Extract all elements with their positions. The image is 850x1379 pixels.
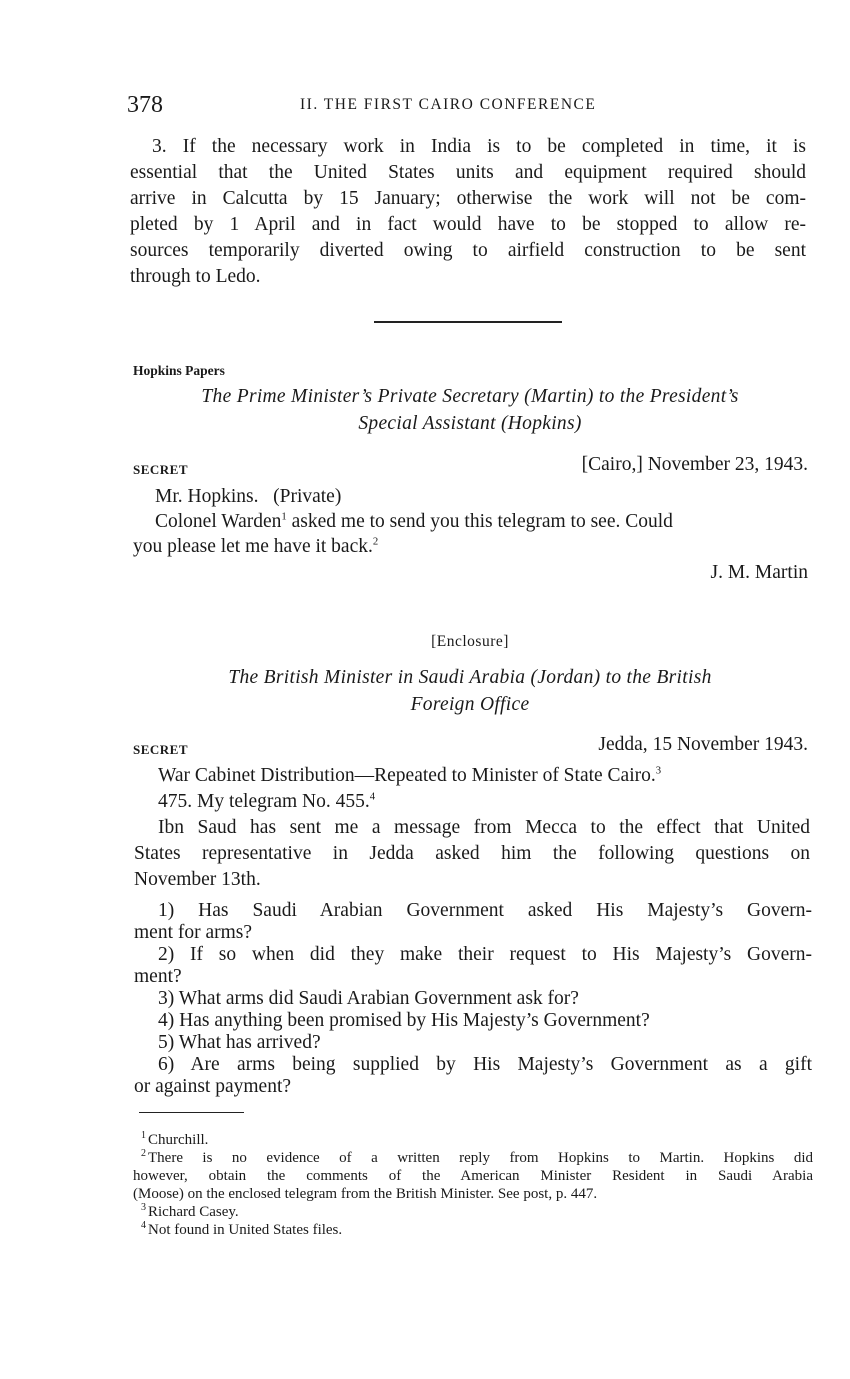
enclosure-label: [Enclosure] xyxy=(431,633,509,650)
footnote-ref: 1 xyxy=(281,510,287,523)
footnote-ref: 4 xyxy=(369,790,376,803)
dateline-place: [Cairo,] xyxy=(581,454,643,475)
dateline xyxy=(582,454,808,476)
footnote xyxy=(141,1221,813,1239)
signature: J. M. Martin xyxy=(710,562,808,583)
document-title-line: Foreign Office xyxy=(410,694,530,715)
footnote-continuation: however, obtain the comments of the American Minister Resident in Saudi Arabia xyxy=(133,1168,813,1184)
telegram-reference-text: 475. My telegram No. 455. xyxy=(158,791,370,812)
salutation xyxy=(155,486,341,508)
telegram-intro xyxy=(134,815,810,893)
question-line: 1) Has Saudi Arabian Government asked His Majesty’s Govern- xyxy=(158,900,812,921)
footnote-text: Richard Casey. xyxy=(148,1204,239,1220)
letter-text: you please let me have it back. xyxy=(133,536,373,557)
footnote-ref: 2 xyxy=(372,535,379,548)
distribution-line xyxy=(158,765,661,787)
letter-body-line xyxy=(133,536,378,558)
paragraph-line: sources temporarily diverted owing to airfield construction to be sent xyxy=(130,240,806,261)
opening-paragraph xyxy=(130,134,806,290)
source-label: Hopkins Papers xyxy=(133,363,225,378)
footnote-continuation: (Moose) on the enclosed telegram from the British Minister. See post, p. 447. xyxy=(133,1186,598,1202)
classification-label: SECRET xyxy=(133,462,189,477)
document-title xyxy=(130,664,810,718)
footnote xyxy=(141,1203,813,1221)
paragraph-line: pleted by 1 April and in fact would have to be stopped to allow re- xyxy=(130,214,806,235)
footnote xyxy=(141,1149,813,1167)
footnote xyxy=(141,1131,813,1149)
letter-body-line xyxy=(155,511,807,533)
footnote-mark: 1 xyxy=(141,1130,146,1141)
classification-label: SECRET xyxy=(133,742,189,757)
section-divider xyxy=(374,321,562,323)
question-line: 5) What has arrived? xyxy=(158,1032,321,1053)
salutation-name: Mr. Hopkins. xyxy=(155,486,259,507)
dateline-place: Jedda, xyxy=(598,734,648,755)
letter-text: asked me to send you this telegram to see. Could xyxy=(286,511,673,532)
question-line: or against payment? xyxy=(134,1076,292,1097)
paragraph-line: through to Ledo. xyxy=(130,266,261,287)
questions-list xyxy=(134,900,812,1098)
footnote-text: There is no evidence of a written reply from Hopkins to Martin. Hopkins did xyxy=(148,1150,813,1166)
document-title xyxy=(130,383,810,437)
letter-text: Colonel Warden xyxy=(155,511,282,532)
question-line: ment? xyxy=(134,966,182,987)
question-line: 2) If so when did they make their request to His Majesty’s Govern- xyxy=(158,944,812,965)
dateline-date: 15 November 1943. xyxy=(652,734,808,755)
question-line: 4) Has anything been promised by His Majesty’s Government? xyxy=(158,1010,650,1031)
footnote-mark: 3 xyxy=(141,1202,146,1213)
dateline-date: November 23, 1943. xyxy=(647,454,808,475)
dateline xyxy=(598,734,808,756)
document-title-line: Special Assistant (Hopkins) xyxy=(358,413,582,434)
paragraph-line: arrive in Calcutta by 15 January; otherwise the work will not be com- xyxy=(130,188,806,209)
question-line: 3) What arms did Saudi Arabian Government ask for? xyxy=(158,988,579,1009)
question-line: ment for arms? xyxy=(134,922,253,943)
paragraph-line: essential that the United States units and equipment required should xyxy=(130,162,806,183)
distribution-text: War Cabinet Distribution—Repeated to Minister of State Cairo. xyxy=(158,765,656,786)
question-line: 6) Are arms being supplied by His Majesty’s Government as a gift xyxy=(158,1054,812,1075)
footnote-mark: 4 xyxy=(141,1220,146,1231)
page-number: 378 xyxy=(127,92,163,118)
paragraph-line: Ibn Saud has sent me a message from Mecca to the effect that United xyxy=(158,817,810,838)
footnote-mark: 2 xyxy=(141,1148,146,1159)
salutation-note: (Private) xyxy=(273,486,342,507)
telegram-reference xyxy=(158,791,375,813)
footnotes xyxy=(133,1130,813,1239)
paragraph-line: States representative in Jedda asked him the following questions on xyxy=(134,843,810,864)
document-title-line: The Prime Minister’s Private Secretary (Martin) to the President’s xyxy=(201,386,739,407)
document-title-line: The British Minister in Saudi Arabia (Jordan) to the British xyxy=(228,667,712,688)
running-title: II. THE FIRST CAIRO CONFERENCE xyxy=(300,96,597,113)
footnote-text: Churchill. xyxy=(148,1132,209,1148)
footnote-text: Not found in United States files. xyxy=(148,1222,343,1238)
footnote-divider xyxy=(139,1112,244,1113)
paragraph-line: November 13th. xyxy=(134,869,261,890)
paragraph-line: 3. If the necessary work in India is to be completed in time, it is xyxy=(152,136,806,157)
footnote-ref: 3 xyxy=(655,764,662,777)
